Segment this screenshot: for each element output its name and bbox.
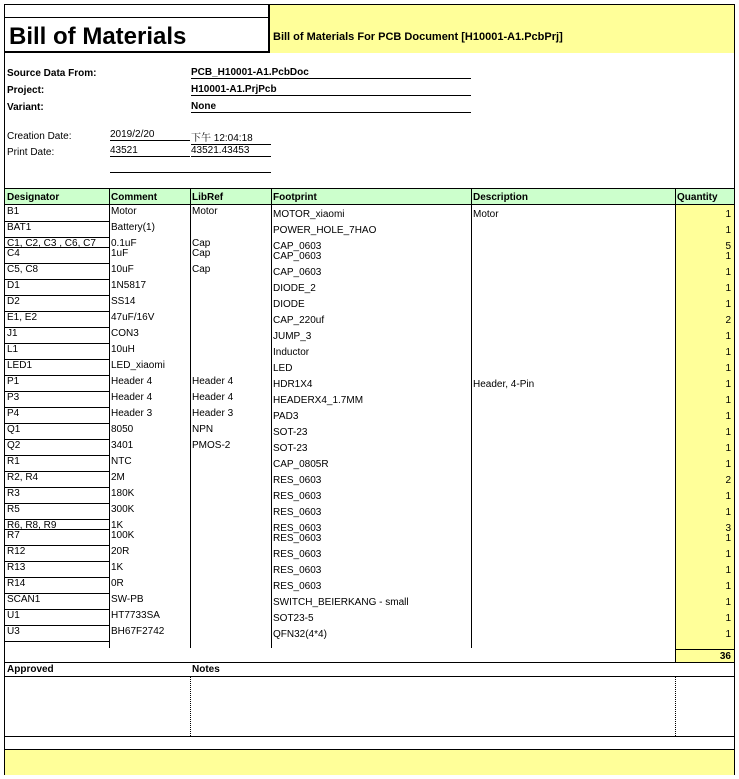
cell-comment: LED_xiaomi [111, 360, 165, 371]
cell-footprint: JUMP_3 [273, 331, 312, 342]
header-quantity: Quantity [677, 192, 718, 203]
footer-bar [5, 749, 734, 775]
cell-designator: D1 [7, 280, 20, 291]
cell-designator: P1 [7, 376, 20, 387]
cell-comment: 0.1uF [111, 238, 137, 249]
cell-comment: 1K [111, 562, 124, 573]
cell-quantity: 1 [725, 581, 731, 592]
cell-footprint: CAP_0805R [273, 459, 329, 470]
cell-comment: 180K [111, 488, 135, 499]
cell-quantity: 1 [725, 347, 731, 358]
cell-libref: PMOS-2 [192, 440, 231, 451]
cell-libref: Header 4 [192, 392, 234, 403]
notes-label: Notes [192, 664, 220, 675]
creation-time: 下午 12:04:18 [191, 129, 271, 145]
cell-quantity: 1 [725, 549, 731, 560]
title-box [5, 5, 270, 53]
table-row [5, 280, 734, 295]
cell-comment: Motor [111, 206, 137, 217]
cell-quantity: 1 [725, 331, 731, 342]
table-row [5, 296, 734, 311]
cell-libref: Cap [192, 264, 211, 275]
print-date-label: Print Date: [7, 147, 55, 158]
cell-footprint: PAD3 [273, 411, 299, 422]
cell-comment: 0R [111, 578, 124, 589]
cell-quantity: 1 [725, 533, 731, 544]
cell-quantity: 1 [725, 427, 731, 438]
cell-footprint: SOT-23 [273, 427, 308, 438]
cell-footprint: SWITCH_BEIERKANG - small [273, 597, 409, 608]
cell-designator: U3 [7, 626, 20, 637]
creation-date: 2019/2/20 [110, 129, 190, 141]
table-row [5, 610, 734, 625]
cell-footprint: CAP_0603 [273, 267, 322, 278]
cell-footprint: RES_0603 [273, 523, 322, 534]
table-row [5, 424, 734, 439]
cell-footprint: POWER_HOLE_7HAO [273, 225, 377, 236]
table-row [5, 530, 734, 545]
cell-designator: R5 [7, 504, 20, 515]
cell-designator: J1 [7, 328, 18, 339]
print-time: 43521.43453 [191, 145, 271, 157]
cell-libref: Cap [192, 238, 211, 249]
cell-libref: NPN [192, 424, 214, 435]
cell-quantity: 5 [725, 241, 731, 252]
table-row [5, 440, 734, 455]
cell-quantity: 1 [725, 597, 731, 608]
cell-quantity: 1 [725, 411, 731, 422]
cell-quantity: 1 [725, 507, 731, 518]
cell-footprint: RES_0603 [273, 475, 322, 486]
cell-footprint: SOT23-5 [273, 613, 314, 624]
cell-designator: B1 [7, 206, 20, 217]
table-row [5, 344, 734, 359]
cell-comment: 8050 [111, 424, 134, 435]
cell-designator: Q1 [7, 424, 21, 435]
cell-designator: C5, C8 [7, 264, 39, 275]
source-value: PCB_H10001-A1.PcbDoc [191, 67, 471, 79]
cell-designator: U1 [7, 610, 20, 621]
cell-description: Header, 4-Pin [473, 379, 535, 390]
cell-footprint: RES_0603 [273, 581, 322, 592]
cell-footprint: DIODE [273, 299, 305, 310]
cell-quantity: 1 [725, 209, 731, 220]
cell-comment: SW-PB [111, 594, 144, 605]
cell-quantity: 1 [725, 459, 731, 470]
cell-comment: 20R [111, 546, 130, 557]
bom-sheet [4, 4, 735, 775]
table-row [5, 456, 734, 471]
cell-comment: 100K [111, 530, 135, 541]
cell-designator: R1 [7, 456, 20, 467]
header-footprint: Footprint [273, 192, 317, 203]
cell-comment: Battery(1) [111, 222, 155, 233]
cell-footprint: DIODE_2 [273, 283, 316, 294]
table-row [5, 376, 734, 391]
cell-designator: R7 [7, 530, 20, 541]
table-row [5, 472, 734, 487]
cell-footprint: MOTOR_xiaomi [273, 209, 345, 220]
total-quantity: 36 [719, 651, 731, 662]
table-row [5, 222, 734, 237]
cell-designator: R6, R8, R9 [7, 520, 57, 531]
cell-designator: R12 [7, 546, 26, 557]
cell-footprint: LED [273, 363, 293, 374]
cell-comment: HT7733SA [111, 610, 160, 621]
cell-footprint: Inductor [273, 347, 310, 358]
cell-footprint: RES_0603 [273, 549, 322, 560]
creation-date-label: Creation Date: [7, 131, 72, 142]
table-row [5, 408, 734, 423]
cell-comment: 1N5817 [111, 280, 147, 291]
header-comment: Comment [111, 192, 158, 203]
cell-comment: 1uF [111, 248, 129, 259]
cell-footprint: CAP_0603 [273, 251, 322, 262]
table-row [5, 248, 734, 263]
notes-divider [190, 676, 191, 736]
table-header [5, 188, 734, 205]
cell-quantity: 1 [725, 267, 731, 278]
cell-quantity: 1 [725, 491, 731, 502]
cell-footprint: SOT-23 [273, 443, 308, 454]
cell-designator: R2, R4 [7, 472, 39, 483]
project-label: Project: [7, 85, 45, 96]
cell-comment: Header 4 [111, 376, 153, 387]
cell-quantity: 1 [725, 395, 731, 406]
cell-footprint: HDR1X4 [273, 379, 313, 390]
cell-comment: BH67F2742 [111, 626, 165, 637]
cell-footprint: RES_0603 [273, 507, 322, 518]
print-date: 43521 [110, 145, 190, 157]
subtitle-box [270, 5, 734, 53]
document-subtitle: Bill of Materials For PCB Document [H10001-A1.PcbPrj] [273, 31, 563, 43]
cell-designator: P3 [7, 392, 20, 403]
cell-libref: Cap [192, 248, 211, 259]
cell-comment: Header 3 [111, 408, 153, 419]
cell-comment: 3401 [111, 440, 134, 451]
table-row [5, 328, 734, 343]
table-row [5, 264, 734, 279]
cell-designator: P4 [7, 408, 20, 419]
table-row [5, 626, 734, 641]
cell-comment: 10uF [111, 264, 134, 275]
header-designator: Designator [7, 192, 60, 203]
cell-footprint: HEADERX4_1.7MM [273, 395, 364, 406]
cell-designator: R13 [7, 562, 26, 573]
cell-designator: R14 [7, 578, 26, 589]
cell-designator: Q2 [7, 440, 21, 451]
cell-comment: 47uF/16V [111, 312, 155, 323]
cell-quantity: 1 [725, 379, 731, 390]
cell-footprint: RES_0603 [273, 533, 322, 544]
cell-footprint: QFN32(4*4) [273, 629, 327, 640]
cell-quantity: 2 [725, 475, 731, 486]
cell-comment: 1K [111, 520, 124, 531]
page-title: Bill of Materials [9, 23, 187, 50]
cell-designator: D2 [7, 296, 20, 307]
header-description: Description [473, 192, 529, 203]
cell-description: Motor [473, 209, 499, 220]
cell-quantity: 1 [725, 613, 731, 624]
cell-designator: E1, E2 [7, 312, 38, 323]
cell-comment: Header 4 [111, 392, 153, 403]
table-row [5, 546, 734, 561]
variant-label: Variant: [7, 102, 44, 113]
cell-quantity: 1 [725, 283, 731, 294]
table-row [5, 312, 734, 327]
cell-comment: 2M [111, 472, 125, 483]
table-row [5, 488, 734, 503]
cell-comment: SS14 [111, 296, 136, 307]
header-libref: LibRef [192, 192, 224, 203]
cell-quantity: 1 [725, 443, 731, 454]
cell-footprint: CAP_220uf [273, 315, 325, 326]
cell-libref: Header 3 [192, 408, 234, 419]
cell-designator: C1, C2, C3 , C6, C7 [7, 238, 96, 249]
table-row [5, 206, 734, 221]
cell-footprint: CAP_0603 [273, 241, 322, 252]
cell-designator: SCAN1 [7, 594, 41, 605]
table-row [5, 392, 734, 407]
cell-designator: C4 [7, 248, 20, 259]
cell-quantity: 2 [725, 315, 731, 326]
table-row [5, 562, 734, 577]
approved-label: Approved [7, 664, 54, 675]
cell-designator: R3 [7, 488, 20, 499]
cell-quantity: 1 [725, 629, 731, 640]
table-row [5, 578, 734, 593]
cell-quantity: 1 [725, 299, 731, 310]
cell-comment: 10uH [111, 344, 135, 355]
table-row [5, 360, 734, 375]
cell-footprint: RES_0603 [273, 491, 322, 502]
table-row [5, 594, 734, 609]
cell-quantity: 1 [725, 225, 731, 236]
notes-right-divider [675, 676, 676, 736]
variant-value: None [191, 101, 471, 113]
cell-quantity: 1 [725, 251, 731, 262]
table-row [5, 504, 734, 519]
cell-designator: BAT1 [7, 222, 32, 233]
source-label: Source Data From: [7, 68, 97, 79]
cell-quantity: 3 [725, 523, 731, 534]
cell-footprint: RES_0603 [273, 565, 322, 576]
cell-libref: Motor [192, 206, 218, 217]
cell-libref: Header 4 [192, 376, 234, 387]
cell-quantity: 1 [725, 363, 731, 374]
cell-quantity: 1 [725, 565, 731, 576]
cell-comment: 300K [111, 504, 135, 515]
project-value: H10001-A1.PrjPcb [191, 84, 471, 96]
cell-designator: L1 [7, 344, 19, 355]
cell-comment: CON3 [111, 328, 139, 339]
cell-comment: NTC [111, 456, 132, 467]
cell-designator: LED1 [7, 360, 33, 371]
